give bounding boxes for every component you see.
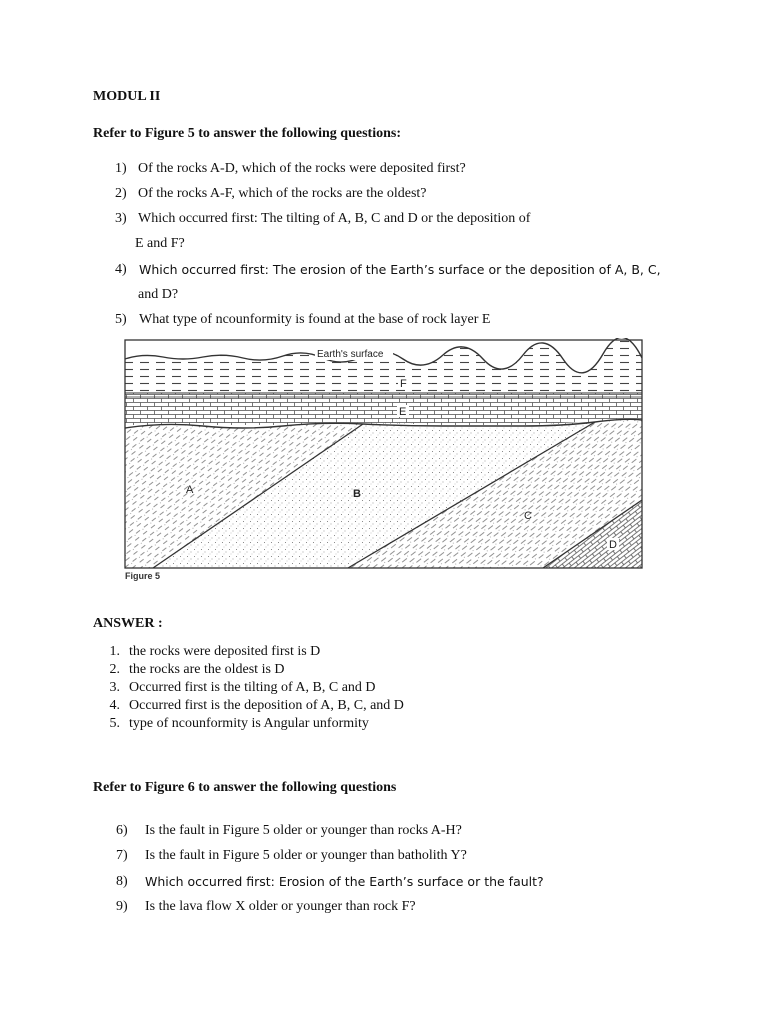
answer-text: Occurred first is the tilting of A, B, C and D [129, 680, 376, 695]
question-text: Which occurred first: The tilting of A, B, C and D or the deposition of [138, 211, 531, 226]
question-text: Of the rocks A-D, which of the rocks were deposited first? [138, 161, 466, 176]
answer-number: 2. [109, 662, 120, 677]
answer-text: the rocks are the oldest is D [129, 662, 285, 677]
figure-5-caption: Figure 5 [125, 571, 161, 581]
question-text: Is the lava flow X older or younger than rock F? [145, 899, 416, 914]
label-c: C [524, 510, 532, 522]
answer-text: Occurred first is the deposition of A, B, C, and D [129, 698, 404, 713]
question-number: 2) [115, 186, 127, 201]
answer-text: the rocks were deposited first is D [129, 644, 321, 659]
question-text: What type of ncounformity is found at the base of rock layer E [139, 312, 491, 327]
question-number: 5) [115, 312, 127, 327]
question-text: Which occurred first: The erosion of the Earth’s surface or the deposition of A, B, C, [139, 262, 661, 277]
label-earth-surface: Earth's surface [317, 349, 384, 360]
label-f: F [400, 378, 407, 390]
question-text: Of the rocks A-F, which of the rocks are the oldest? [138, 186, 427, 201]
section2-heading: Refer to Figure 6 to answer the following questions [93, 780, 397, 795]
figure-5-diagram [123, 338, 644, 584]
label-e: E [399, 406, 407, 418]
question-text: Is the fault in Figure 5 older or younger than batholith Y? [145, 848, 467, 863]
label-a: A [186, 484, 194, 496]
layer-e [125, 393, 642, 425]
answer-number: 3. [109, 680, 120, 695]
question-number: 6) [116, 823, 128, 838]
question-number: 8) [116, 874, 128, 889]
answer-number: 4. [109, 698, 120, 713]
question-number: 3) [115, 211, 127, 226]
answer-text: type of ncounformity is Angular unformity [129, 716, 369, 731]
question-text-cont: E and F? [135, 236, 185, 251]
figure-5 [123, 338, 644, 584]
question-text-cont: and D? [138, 287, 179, 302]
question-number: 9) [116, 899, 128, 914]
label-d: D [609, 539, 617, 551]
section1-heading: Refer to Figure 5 to answer the following questions: [93, 126, 401, 141]
question-number: 1) [115, 161, 127, 176]
question-number: 4) [115, 262, 127, 277]
answer-number: 5. [109, 716, 120, 731]
question-text: Is the fault in Figure 5 older or younger than rocks A-H? [145, 823, 462, 838]
label-b: B [353, 488, 361, 500]
answers-heading: ANSWER : [93, 616, 163, 631]
answer-number: 1. [109, 644, 120, 659]
question-text: Which occurred first: Erosion of the Earth’s surface or the fault? [145, 874, 544, 889]
question-number: 7) [116, 848, 128, 863]
module-title: MODUL II [93, 89, 161, 104]
